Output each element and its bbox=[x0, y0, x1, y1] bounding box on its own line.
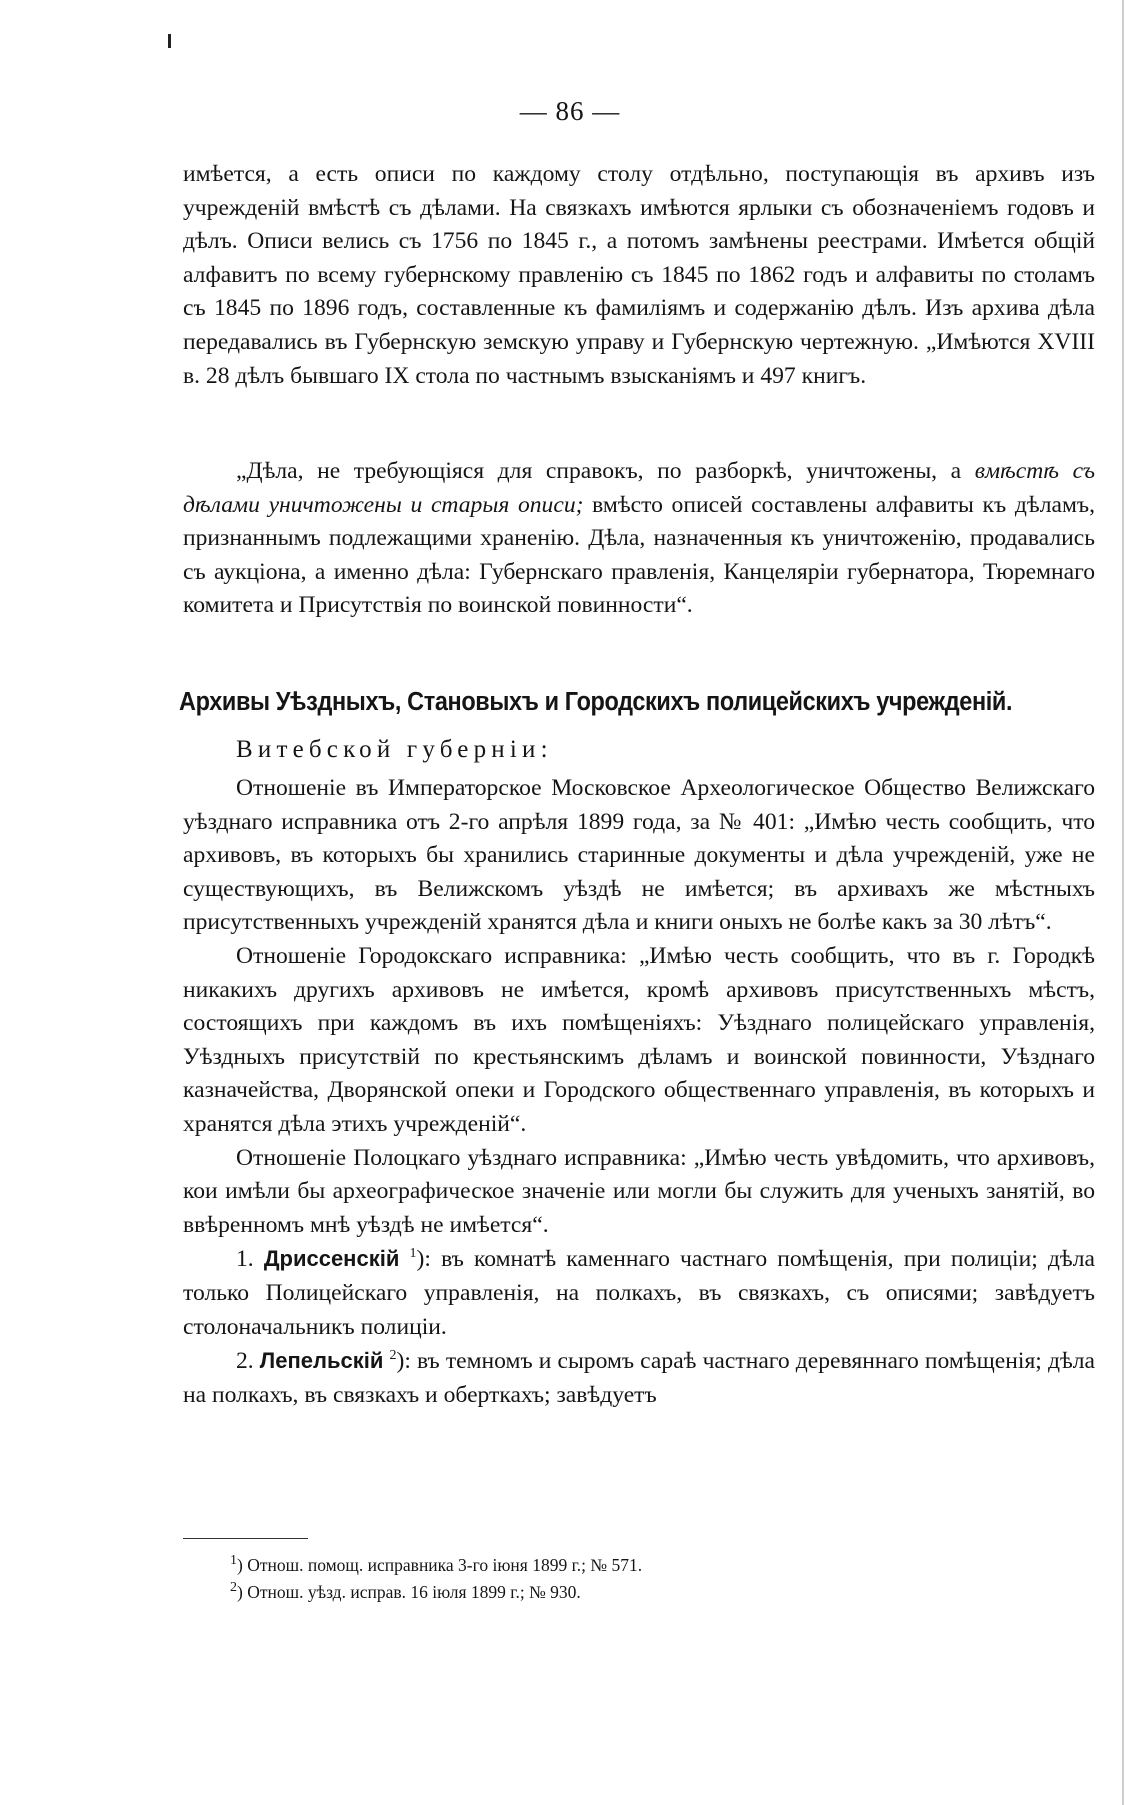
scan-mark bbox=[168, 34, 171, 48]
footnote-ref-2: 2 bbox=[389, 1348, 397, 1364]
list-item-2 bbox=[183, 1344, 1095, 1412]
text-block-1 bbox=[183, 158, 1095, 393]
list-item-1-text: ): въ комнатѣ каменнаго частнаго помѣщенія, при полиціи; дѣла только Полицейскаго управленія, на полкахъ, въ связкахъ, съ описями; завѣдуетъ столоначальникъ полиціи. bbox=[183, 1246, 1095, 1340]
list-item-1-number: 1. bbox=[236, 1246, 264, 1273]
footnote-2-mark: 2 bbox=[230, 1580, 237, 1596]
paragraph-3: Отношеніе въ Императорское Московское Археологическое Общество Велижскаго уѣзднаго исправника отъ 2-го апрѣля 1899 года, за № 401: „Имѣю честь сообщить, что архивовъ, въ которыхъ бы хранились старинные документы и дѣла учрежденій, уже не существующихъ, въ Велижскомъ уѣздѣ не имѣется; въ архивахъ же мѣстныхъ присутственныхъ учрежденій хранятся дѣла и книги оныхъ не болѣе какъ за 30 лѣтъ“. bbox=[183, 775, 1095, 936]
paragraph-1: имѣется, а есть описи по каждому столу отдѣльно, поступающія въ архивъ изъ учрежденій вмѣстѣ съ дѣлами. На связкахъ имѣются ярлыки съ обозначеніемъ годовъ и дѣлъ. Описи велись съ 1756 по 1845 г., а потомъ замѣнены реестрами. Имѣется общій алфавитъ по всему губернскому правленію съ 1845 по 1862 годъ и алфавиты по столамъ съ 1845 по 1896 годъ, составленные къ фамиліямъ и содержанію дѣлъ. Изъ архива дѣла передавались въ Губернскую земскую управу и Губернскую чертежную. „Имѣются XVIII в. 28 дѣлъ бывшаго IX стола по частнымъ взысканіямъ и 497 книгъ. bbox=[183, 161, 1095, 389]
list-item-1 bbox=[183, 1242, 1095, 1344]
footnote-1-text: ) Отнош. помощ. исправника 3-го іюня 1899 г.; № 571. bbox=[237, 1555, 643, 1575]
paragraph-2-start: „Дѣла, не требующіяся для справокъ, по разборкѣ, уничтожены, а bbox=[236, 458, 975, 484]
list-item-2-name: Лепельскій bbox=[259, 1348, 384, 1374]
footnotes bbox=[230, 1552, 1090, 1606]
text-block-2 bbox=[183, 455, 1095, 623]
footnote-divider bbox=[183, 1538, 308, 1539]
scan-edge-line bbox=[1122, 0, 1124, 1805]
text-block-3 bbox=[183, 772, 1095, 1412]
paragraph-2 bbox=[183, 455, 1095, 623]
list-item-1-name: Дриссенскій bbox=[263, 1246, 400, 1272]
subsection-label: Витебской губерніи: bbox=[236, 736, 553, 763]
page-number: — 86 — bbox=[519, 96, 621, 126]
footnote-1-mark: 1 bbox=[230, 1553, 237, 1569]
paragraph-2-end: вмѣсто описей составлены алфавиты къ дѣламъ, признаннымъ подлежащими храненію. Дѣла, назначенныя къ уничтоженію, продавались съ аукціона, а именно дѣла: Губернскаго правленія, Канцеляріи губернатора, Тюремнаго комитета и Присутствія по воинской повинности“. bbox=[183, 491, 1095, 619]
list-item-2-text: ): въ темномъ и сыромъ сараѣ частнаго деревяннаго помѣщенія; дѣла на полкахъ, въ связкахъ и оберткахъ; завѣдуетъ bbox=[183, 1348, 1096, 1408]
footnote-ref-1: 1 bbox=[409, 1246, 417, 1262]
section-heading: Архивы Уѣздныхъ, Становыхъ и Городскихъ полицейскихъ учрежденій. bbox=[179, 688, 1013, 716]
list-item-2-number: 2. bbox=[236, 1348, 260, 1375]
footnote-1 bbox=[230, 1552, 1090, 1579]
footnote-2 bbox=[230, 1579, 1090, 1606]
paragraph-4: Отношеніе Городокскаго исправника: „Имѣю честь сообщить, что въ г. Городкѣ никакихъ другихъ архивовъ не имѣется, кромѣ архивовъ присутственныхъ мѣстъ, состоящихъ при каждомъ въ ихъ помѣщеніяхъ: Уѣзднаго полицейскаго управленія, Уѣздныхъ присутствій по крестьянскимъ дѣламъ и воинской повинности, Уѣзднаго казначейства, Дворянской опеки и Городского общественнаго управленія, въ которыхъ и хранятся дѣла этихъ учрежденій“. bbox=[183, 942, 1095, 1137]
paragraph-2-italic: вмѣстѣ съ дѣлами уничтожены и старыя описи; bbox=[183, 458, 1095, 518]
footnote-2-text: ) Отнош. уѣзд. исправ. 16 іюля 1899 г.; № 930. bbox=[237, 1582, 581, 1602]
paragraph-5: Отношеніе Полоцкаго уѣзднаго исправника: „Имѣю честь увѣдомить, что архивовъ, кои имѣли бы археографическое значеніе или могли бы служить для ученыхъ занятій, во ввѣренномъ мнѣ уѣздѣ не имѣется“. bbox=[183, 1144, 1095, 1238]
